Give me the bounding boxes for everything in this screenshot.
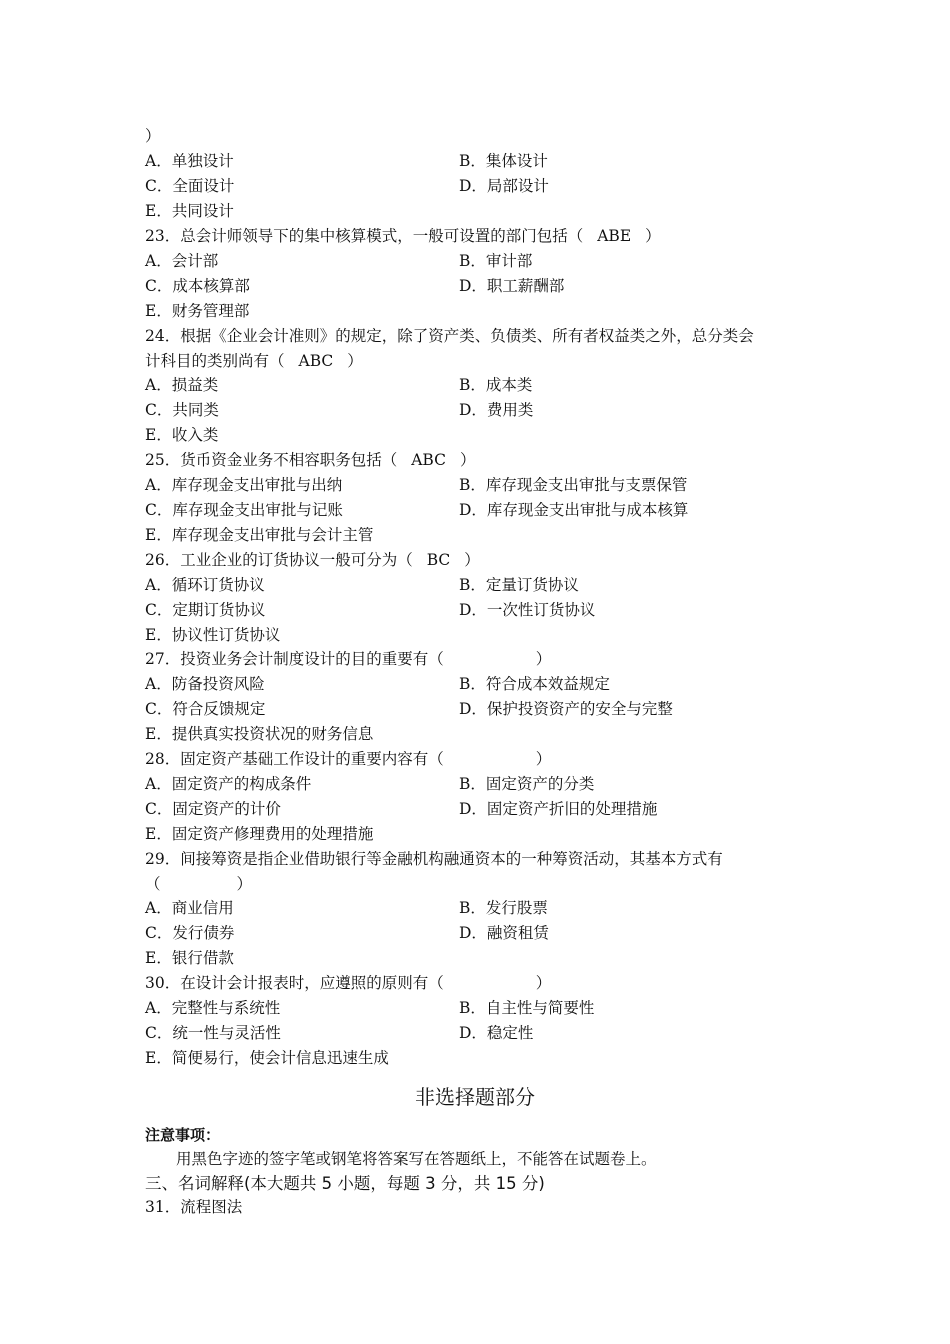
q30-close: ） xyxy=(535,974,552,992)
q28-option-e: E．固定资产修理费用的处理措施 xyxy=(145,825,374,843)
q29-option-a: A．商业信用 xyxy=(145,899,234,917)
q24-option-e: E．收入类 xyxy=(145,426,219,444)
q27-stem xyxy=(145,647,551,672)
q30-option-d: D．稳定性 xyxy=(459,1024,534,1042)
q28-option-c: C．固定资产的计价 xyxy=(145,800,281,818)
q23-close: ） xyxy=(645,227,661,245)
q29-option-d: D．融资租赁 xyxy=(459,924,549,942)
q27-option-d: D．保护投资资产的安全与完整 xyxy=(459,700,673,718)
q23-stem xyxy=(145,224,661,249)
q27-option-c: C．符合反馈规定 xyxy=(145,700,266,718)
q25-option-b: B．库存现金支出审批与支票保管 xyxy=(459,476,688,494)
q25-stem xyxy=(145,448,475,473)
q28-close: ） xyxy=(535,750,552,768)
q30-stem-text: 30．在设计会计报表时，应遵照的原则有（ xyxy=(145,974,444,992)
q27-option-a: A．防备投资风险 xyxy=(145,675,265,693)
q29-stem-line2 xyxy=(145,872,252,897)
notice-body: 用黑色字迹的签字笔或钢笔将答案写在答题纸上，不能答在试题卷上。 xyxy=(176,1150,657,1168)
q26-stem xyxy=(145,548,480,573)
q24-stem-text: 计科目的类别尚有（ xyxy=(145,352,285,370)
q30-stem xyxy=(145,971,551,996)
q30-option-b: B．自主性与简要性 xyxy=(459,999,595,1017)
q28-stem xyxy=(145,747,551,772)
q29-option-c: C．发行债券 xyxy=(145,924,235,942)
q26-option-a: A．循环订货协议 xyxy=(145,576,265,594)
q24-option-a: A．损益类 xyxy=(145,376,219,394)
q23-option-b: B．审计部 xyxy=(459,252,533,270)
q23-option-c: C．成本核算部 xyxy=(145,277,250,295)
q23-stem-text: 23．总会计师领导下的集中核算模式，一般可设置的部门包括（ xyxy=(145,227,584,245)
q24-stem-line1: 24．根据《企业会计准则》的规定，除了资产类、负债类、所有者权益类之外，总分类会 xyxy=(145,327,754,345)
q26-option-d: D．一次性订货协议 xyxy=(459,601,596,619)
q24-option-d: D．费用类 xyxy=(459,401,534,419)
part3-heading: 三、名词解释(本大题共 5 小题，每题 3 分，共 15 分) xyxy=(145,1174,545,1193)
q27-close: ） xyxy=(535,650,552,668)
q28-stem-text: 28．固定资产基础工作设计的重要内容有（ xyxy=(145,750,444,768)
q22-option-b: B．集体设计 xyxy=(459,152,548,170)
q22-option-e: E．共同设计 xyxy=(145,202,234,220)
q26-close: ） xyxy=(464,551,480,569)
q25-answer: ABC xyxy=(411,451,446,469)
q24-option-c: C．共同类 xyxy=(145,401,219,419)
q25-stem-text: 25．货币资金业务不相容职务包括（ xyxy=(145,451,398,469)
q24-answer: ABC xyxy=(298,352,334,370)
q30-option-c: C．统一性与灵活性 xyxy=(145,1024,281,1042)
q29-close: ） xyxy=(236,875,253,893)
q23-answer: ABE xyxy=(597,227,632,245)
q28-option-b: B．固定资产的分类 xyxy=(459,775,595,793)
q26-option-b: B．定量订货协议 xyxy=(459,576,579,594)
q27-stem-text: 27．投资业务会计制度设计的目的重要有（ xyxy=(145,650,444,668)
q29-open: （ xyxy=(145,875,161,893)
q26-stem-text: 26．工业企业的订货协议一般可分为（ xyxy=(145,551,413,569)
q22-option-d: D．局部设计 xyxy=(459,177,549,195)
q25-option-e: E．库存现金支出审批与会计主管 xyxy=(145,526,374,544)
q26-option-c: C．定期订货协议 xyxy=(145,601,266,619)
q31-stem: 31．流程图法 xyxy=(145,1198,243,1216)
notice-heading: 注意事项： xyxy=(145,1126,221,1144)
q22-option-c: C．全面设计 xyxy=(145,177,235,195)
q29-stem-line1: 29．间接筹资是指企业借助银行等金融机构融通资本的一种筹资活动，其基本方式有 xyxy=(145,850,723,868)
q29-option-e: E．银行借款 xyxy=(145,949,234,967)
q27-option-b: B．符合成本效益规定 xyxy=(459,675,610,693)
q25-option-a: A．库存现金支出审批与出纳 xyxy=(145,476,343,494)
q28-option-d: D．固定资产折旧的处理措施 xyxy=(459,800,658,818)
q29-option-b: B．发行股票 xyxy=(459,899,548,917)
closing-paren: ） xyxy=(145,127,161,145)
q23-option-e: E．财务管理部 xyxy=(145,302,250,320)
q28-option-a: A．固定资产的构成条件 xyxy=(145,775,312,793)
q27-option-e: E．提供真实投资状况的财务信息 xyxy=(145,725,374,743)
q25-option-c: C．库存现金支出审批与记账 xyxy=(145,501,343,519)
q26-answer: BC xyxy=(426,551,451,569)
q24-close: ） xyxy=(347,352,363,370)
q25-option-d: D．库存现金支出审批与成本核算 xyxy=(459,501,689,519)
section-title: 非选择题部分 xyxy=(415,1085,535,1109)
q22-option-a: A．单独设计 xyxy=(145,152,234,170)
q30-option-a: A．完整性与系统性 xyxy=(145,999,281,1017)
q24-stem-line2 xyxy=(145,349,363,374)
q23-option-a: A．会计部 xyxy=(145,252,219,270)
q24-option-b: B．成本类 xyxy=(459,376,533,394)
q30-option-e: E．简便易行，使会计信息迅速生成 xyxy=(145,1049,389,1067)
q23-option-d: D．职工薪酬部 xyxy=(459,277,565,295)
q25-close: ） xyxy=(459,451,476,469)
q26-option-e: E．协议性订货协议 xyxy=(145,626,281,644)
